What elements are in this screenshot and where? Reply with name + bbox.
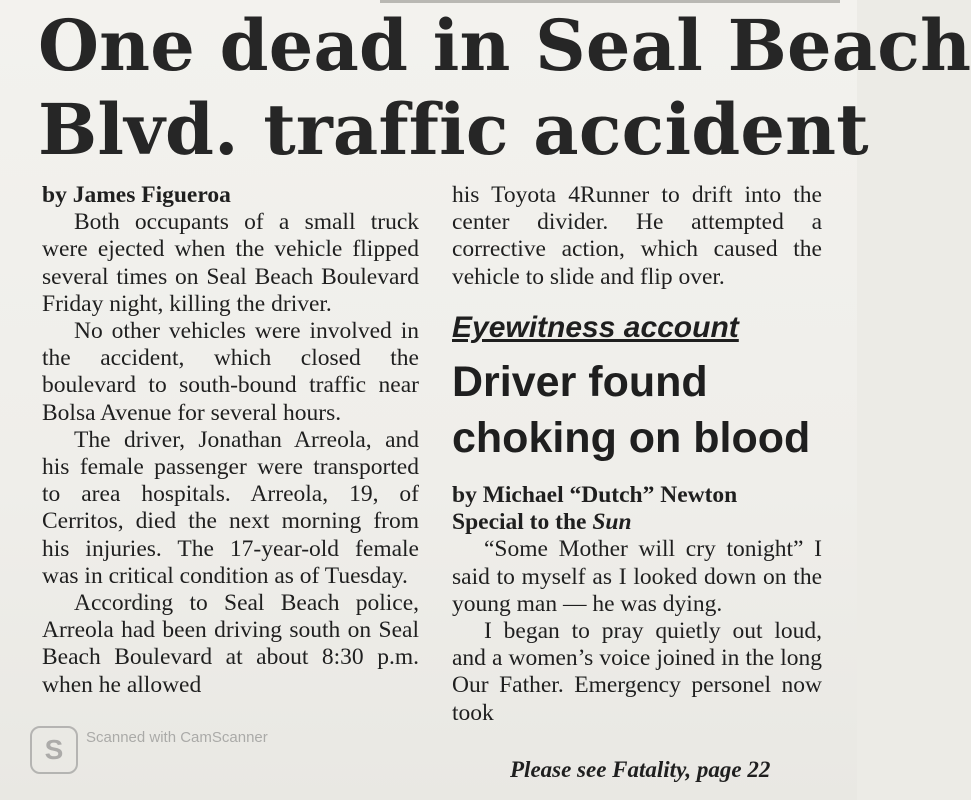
scanner-watermark xyxy=(30,726,268,778)
article-2-paragraph: “Some Mother will cry tonight” I said to myself as I looked down on the young man — he was dying. xyxy=(452,536,822,617)
article-1-paragraph: The driver, Jonathan Arreola, and his female passenger were transported to area hospitals. Arreola, 19, of Cerritos, died the next morning from his injuries. The 17-year-old female was in critical condition as of Tuesday. xyxy=(42,426,419,589)
headline-line-2: Blvd. traffic accident xyxy=(38,88,869,171)
headline-line-1: One dead in Seal Beach xyxy=(38,4,971,87)
article-2-paragraph: I began to pray quietly out loud, and a women’s voice joined in the long Our Father. Emergency personel now took xyxy=(452,618,822,726)
continued-on-page-line: Please see Fatality, page 22 xyxy=(510,757,771,782)
article-2-column xyxy=(452,482,822,727)
article-1-continuation: his Toyota 4Runner to drift into the center divider. He attempted a corrective action, which caused the vehicle to slide and flip over. xyxy=(452,182,822,290)
article-1-column xyxy=(42,182,419,699)
main-headline xyxy=(38,4,971,172)
article-2-headline-line-1: Driver found xyxy=(452,358,708,406)
top-rule xyxy=(380,0,840,3)
article-2-kicker: Eyewitness account xyxy=(452,311,739,344)
article-1-paragraph: According to Seal Beach police, Arreola had been driving south on Seal Beach Boulevard at about 8:30 p.m. when he allowed xyxy=(42,590,419,698)
article-2-byline: by Michael “Dutch” Newton xyxy=(452,482,738,508)
article-2-credit xyxy=(452,509,822,536)
newspaper-name: Sun xyxy=(592,509,632,536)
article-2-credit-prefix: Special to the xyxy=(452,509,593,536)
scanner-logo-icon: S xyxy=(30,726,78,774)
watermark-text: Scanned with CamScanner xyxy=(86,729,268,746)
article-2-headline xyxy=(452,354,832,466)
article-1-continuation-column xyxy=(452,182,822,291)
article-1-paragraph: No other vehicles were involved in the accident, which closed the boulevard to south-bound traffic near Bolsa Avenue for several hours. xyxy=(42,318,419,426)
article-1-byline: by James Figueroa xyxy=(42,182,231,208)
article-2-headline-line-2: choking on blood xyxy=(452,414,811,462)
article-1-paragraph: Both occupants of a small truck were ejected when the vehicle flipped several times on Seal Beach Boulevard Friday night, killing the driver. xyxy=(42,209,419,317)
